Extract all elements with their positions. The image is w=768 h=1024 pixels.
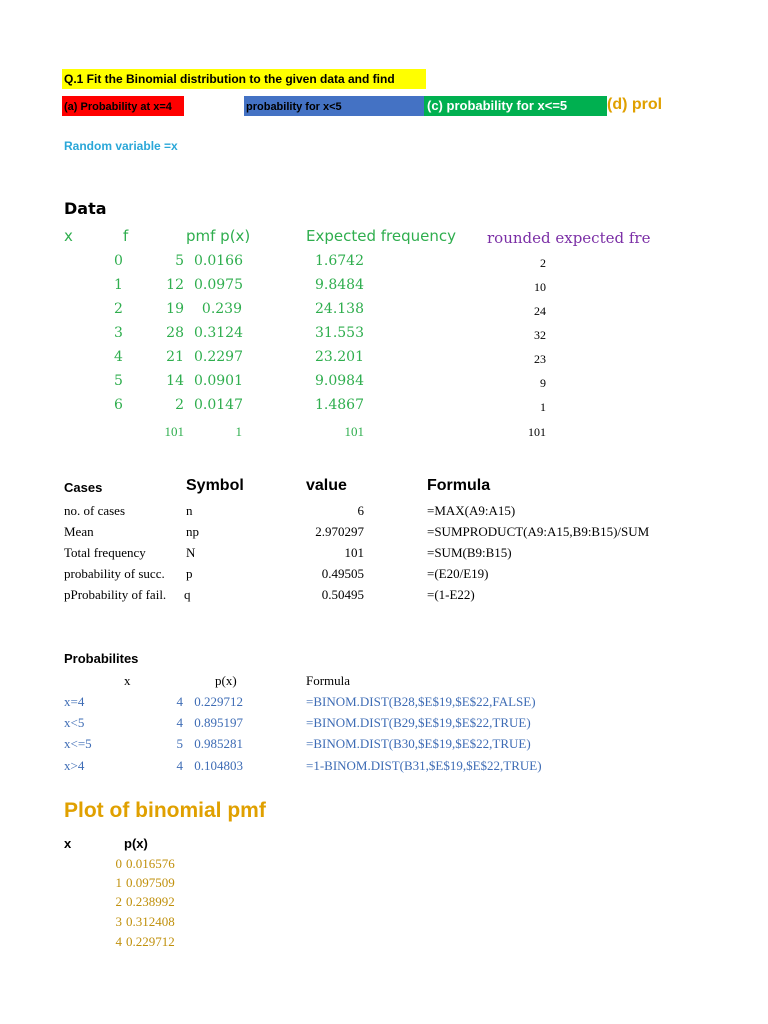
plot-x: 1	[115, 875, 122, 890]
cell-rounded: 23	[534, 352, 546, 366]
cell-pmf: 0.0901	[194, 373, 243, 389]
cell-pmf: 0.0147	[194, 397, 243, 413]
plot-x: 2	[115, 894, 122, 909]
cell-x: 2	[114, 301, 123, 317]
total-rounded: 101	[528, 425, 546, 439]
case-label: Total frequency	[64, 545, 146, 560]
cell-f: 14	[166, 373, 184, 389]
prob-label: x<5	[64, 715, 85, 730]
prob-header-x: x	[124, 673, 131, 688]
cell-x: 1	[114, 277, 123, 293]
prob-x: 4	[176, 694, 183, 709]
case-value: 2.970297	[315, 524, 364, 539]
case-value: 0.49505	[321, 566, 364, 581]
cell-f: 21	[166, 349, 184, 365]
prob-px: 0.104803	[194, 758, 243, 773]
prob-px: 0.895197	[194, 715, 243, 730]
cell-pmf: 0.3124	[194, 325, 243, 341]
random-variable-label: Random variable =x	[64, 139, 178, 153]
case-label: Mean	[64, 524, 94, 539]
prob-header-px: p(x)	[215, 673, 237, 688]
cell-f: 2	[175, 397, 184, 413]
plot-px: 0.238992	[126, 894, 175, 909]
cell-rounded: 2	[540, 256, 546, 270]
prob-x: 4	[176, 758, 183, 773]
plot-px: 0.097509	[126, 875, 175, 890]
case-value: 101	[344, 545, 364, 560]
plot-header-px: p(x)	[124, 836, 148, 851]
cell-pmf: 0.2297	[194, 349, 243, 365]
case-symbol: n	[186, 503, 193, 518]
cell-pmf: 0.0975	[194, 277, 243, 293]
part-a-label: (a) Probability at x=4	[62, 96, 184, 116]
cell-x: 6	[114, 397, 123, 413]
prob-px: 0.985281	[194, 736, 243, 751]
prob-label: x>4	[64, 758, 85, 773]
cell-x: 0	[114, 253, 123, 269]
probabilities-title: Probabilites	[64, 651, 139, 666]
header-pmf: pmf p(x)	[186, 227, 251, 245]
plot-x: 0	[115, 856, 122, 871]
header-x: x	[64, 227, 73, 245]
case-symbol: q	[184, 587, 191, 602]
case-value: 6	[357, 503, 364, 518]
cell-rounded: 9	[540, 376, 546, 390]
cell-rounded: 1	[540, 400, 546, 414]
cell-rounded: 32	[534, 328, 546, 342]
plot-x: 4	[115, 934, 122, 949]
case-formula: =SUMPRODUCT(A9:A15,B9:B15)/SUM	[427, 524, 650, 539]
prob-header-formula: Formula	[306, 673, 351, 688]
case-symbol: p	[186, 566, 193, 581]
question-title: Q.1 Fit the Binomial distribution to the given data and find	[62, 69, 426, 89]
cell-f: 19	[166, 301, 184, 317]
cases-header: Cases	[64, 480, 103, 495]
cell-pmf: 0.239	[201, 301, 242, 317]
cell-expected: 1.4867	[315, 397, 364, 413]
part-c-label: (c) probability for x<=5	[424, 96, 607, 116]
case-formula: =(E20/E19)	[427, 566, 489, 581]
data-title: Data	[64, 199, 107, 218]
prob-label: x=4	[64, 694, 85, 709]
prob-x: 5	[176, 736, 183, 751]
cell-f: 5	[175, 253, 184, 269]
total-f: 101	[164, 424, 184, 439]
case-symbol: np	[186, 524, 199, 539]
cell-expected: 23.201	[315, 349, 364, 365]
case-label: no. of cases	[64, 503, 126, 518]
header-rounded-expected: rounded expected fre	[487, 229, 651, 247]
case-formula: =MAX(A9:A15)	[427, 503, 516, 518]
cell-expected: 31.553	[315, 325, 364, 341]
header-f: f	[123, 227, 129, 245]
case-value: 0.50495	[321, 587, 364, 602]
cell-x: 3	[114, 325, 123, 341]
symbol-header: Symbol	[186, 477, 244, 494]
cell-expected: 1.6742	[315, 253, 364, 269]
cell-rounded: 24	[534, 304, 546, 318]
part-d-label: (d) prol	[607, 96, 663, 113]
case-label: pProbability of fail.	[64, 587, 167, 602]
plot-px: 0.312408	[126, 914, 175, 929]
cell-x: 5	[114, 373, 123, 389]
case-label: probability of succ.	[64, 566, 165, 581]
case-formula: =(1-E22)	[427, 587, 475, 602]
cell-expected: 9.0984	[315, 373, 364, 389]
prob-label: x<=5	[64, 736, 92, 751]
prob-formula: =BINOM.DIST(B28,$E$19,$E$22,FALSE)	[306, 694, 536, 709]
value-header: value	[306, 477, 347, 494]
cell-expected: 9.8484	[315, 277, 364, 293]
plot-px: 0.229712	[126, 934, 175, 949]
prob-formula: =1-BINOM.DIST(B31,$E$19,$E$22,TRUE)	[306, 758, 542, 773]
cell-f: 12	[166, 277, 184, 293]
prob-px: 0.229712	[194, 694, 243, 709]
plot-px: 0.016576	[126, 856, 175, 871]
cell-pmf: 0.0166	[194, 253, 243, 269]
total-expected: 101	[344, 424, 364, 439]
prob-formula: =BINOM.DIST(B29,$E$19,$E$22,TRUE)	[306, 715, 531, 730]
cell-rounded: 10	[534, 280, 546, 294]
plot-x: 3	[115, 914, 122, 929]
cell-f: 28	[166, 325, 184, 341]
total-pmf: 1	[235, 424, 242, 439]
cell-x: 4	[114, 349, 123, 365]
part-b-label: probability for x<5	[244, 96, 424, 116]
case-symbol: N	[186, 545, 196, 560]
case-formula: =SUM(B9:B15)	[427, 545, 512, 560]
prob-x: 4	[176, 715, 183, 730]
plot-header-x: x	[64, 836, 72, 851]
header-expected-frequency: Expected frequency	[306, 227, 456, 245]
plot-title: Plot of binomial pmf	[64, 799, 266, 822]
cell-expected: 24.138	[315, 301, 364, 317]
formula-header: Formula	[427, 477, 491, 494]
prob-formula: =BINOM.DIST(B30,$E$19,$E$22,TRUE)	[306, 736, 531, 751]
